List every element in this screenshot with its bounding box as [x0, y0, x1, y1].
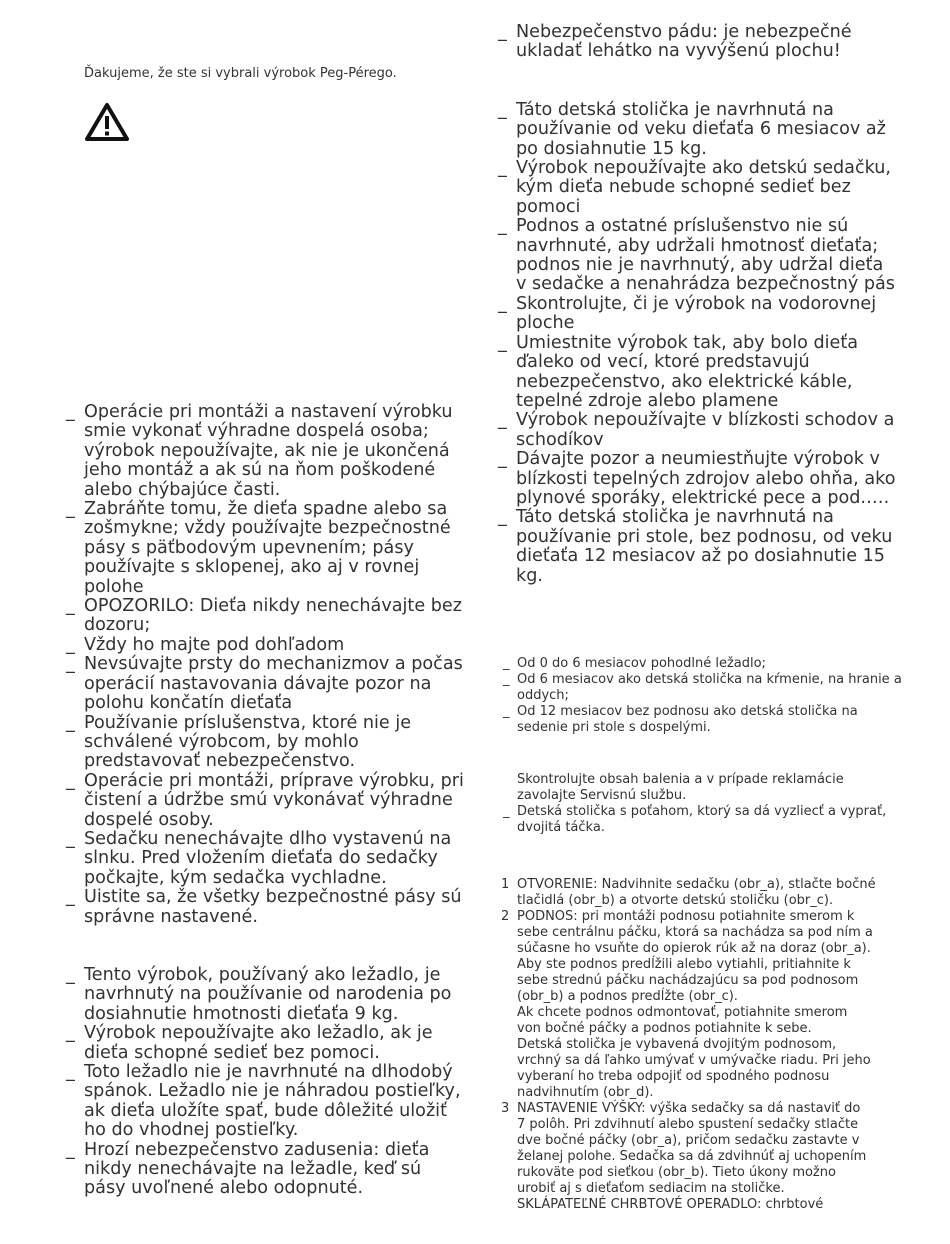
list-item: _ Operácie pri montáži, príprave výrobku, pri čistení a údržbe smú vykonávať výhradne dospelé osoby. — [66, 772, 466, 830]
list-item: _ Uistite sa, že všetky bezpečnostné pásy sú správne nastavené. — [66, 888, 466, 927]
step-line: urobiť aj s dieťaťom sediacim na stoličke. — [517, 1181, 785, 1196]
left-warning-list-2 — [66, 966, 466, 1199]
step-number: 3 — [501, 1101, 510, 1116]
list-item: _ Výrobok nepoužívajte ako detskú sedačku, kým dieťa nebude schopné sedieť bez pomoci — [498, 159, 898, 217]
list-item: _ Vždy ho majte pod dohľadom — [66, 636, 466, 655]
left-column — [66, 403, 466, 1199]
step-line: 7 polôh. Pri zdvihnutí alebo spustení sedačky stlačte — [517, 1117, 859, 1132]
list-item: _ Podnos a ostatné príslušenstvo nie sú navrhnuté, aby udržali hmotnosť dieťaťa; podnos nie je navrhnutý, aby udržal dieťa v sedačke a nenahrádza bezpečnostný pás — [498, 217, 898, 295]
list-item: _ Používanie príslušenstva, ktoré nie je schválené výrobcom, by mohlo predstavovať nebezpečenstvo. — [66, 714, 466, 772]
step-line: Aby ste podnos predĺžili alebo vytiahli, pritiahnite k — [517, 957, 851, 972]
step-item — [501, 1101, 921, 1213]
list-item: _ Toto ležadlo nie je navrhnuté na dlhodobý spánok. Ležadlo nie je náhradou postieľky, ak dieťa uložíte spať, bude dôležité uložiť ho do vhodnej postieľky. — [66, 1063, 466, 1141]
step-line: Detská stolička je vybavená dvojitým podnosom, — [517, 1037, 837, 1052]
list-item: _ Hrozí nebezpečenstvo zadusenia: dieťa nikdy nenechávajte na ležadle, keď sú pásy uvoľnené alebo odopnuté. — [66, 1141, 466, 1199]
list-item: _ Zabráňte tomu, že dieťa spadne alebo sa zošmykne; vždy používajte bezpečnostné pásy s päťbodovým upevnením; pásy používajte s sklopenej, ako aj v rovnej polohe — [66, 500, 466, 597]
step-line: rukoväte pod sieťkou (obr_b). Tieto úkony možno — [517, 1165, 836, 1180]
package-section — [503, 772, 893, 836]
list-item: _ Výrobok nepoužívajte v blízkosti schodov a schodíkov — [498, 411, 898, 450]
step-line: (obr_b) a podnos predĺžte (obr_c). — [517, 989, 738, 1004]
step-item — [501, 909, 921, 1101]
step-line: nadvihnutím (obr_d). — [517, 1085, 654, 1100]
step-text — [517, 877, 921, 909]
step-text — [517, 1101, 921, 1213]
step-line: tlačidlá (obr_b) a otvorte detskú stoličku (obr_c). — [517, 893, 834, 908]
step-line: PODNOS: pri montáži podnosu potiahnite smerom k — [517, 909, 855, 924]
list-item: _ Od 6 mesiacov ako detská stolička na kŕmenie, na hranie a oddych; — [503, 672, 903, 704]
list-item: _ Operácie pri montáži a nastavení výrobku smie vykonať výhradne dospelá osoba; výrobok nepoužívajte, ak nie je ukončená jeho montáž a ak sú na ňom poškodené alebo chýbajúce časti. — [66, 403, 466, 500]
step-line: sebe centrálnu páčku, ktorá sa nachádza sa pod ním a — [517, 925, 873, 940]
list-item: _ Detská stolička s poťahom, ktorý sa dá vyzliecť a vyprať, dvojitá táčka. — [503, 804, 893, 836]
step-line: vyberaní ho treba odpojiť od spodného podnosu — [517, 1069, 830, 1084]
list-item: _ Táto detská stolička je navrhnutá na používanie pri stole, bez podnosu, od veku dieťaťa 12 mesiacov až po dosiahnutie 15 kg. — [498, 508, 898, 586]
step-item — [501, 877, 921, 909]
usage-section — [503, 656, 903, 736]
list-item: _ OPOZORILO: Dieťa nikdy nenechávajte bez dozoru; — [66, 597, 466, 636]
package-list — [503, 804, 893, 836]
step-line: želanej polohe. Sedačka sa dá zdvihnúť aj uchopením — [517, 1149, 867, 1164]
package-text: Skontrolujte obsah balenia a v prípade reklamácie zavolajte Servisnú službu. — [517, 772, 844, 803]
steps-section — [501, 877, 921, 1213]
step-line: Ak chcete podnos odmontovať, potiahnite smerom — [517, 1005, 848, 1020]
list-item: _ Táto detská stolička je navrhnutá na používanie od veku dieťaťa 6 mesiacov až po dosiahnutie 15 kg. — [498, 101, 898, 159]
step-number: 2 — [501, 909, 510, 924]
step-line: von bočné páčky a podnos potiahnite k sebe. — [517, 1021, 812, 1036]
step-number: 1 — [501, 877, 510, 892]
step-line: NASTAVENIE VÝŠKY: výška sedačky sa dá nastaviť do — [517, 1101, 861, 1116]
step-line: SKLÁPATEĽNÉ CHRBTOVÉ OPERADLO: chrbtové — [517, 1197, 824, 1212]
list-item: _ Nebezpečenstvo pádu: je nebezpečné ukladať lehátko na vyvýšenú plochu! — [498, 23, 898, 62]
usage-list — [503, 656, 903, 736]
steps-list — [501, 877, 921, 1213]
intro-text: Ďakujeme, že ste si vybrali výrobok Peg-Pérego. — [84, 66, 397, 81]
step-line: súčasne ho vsuňte do opierok rúk až na doraz (obr_a). — [517, 941, 871, 956]
list-item: _ Od 0 do 6 mesiacov pohodlné ležadlo; — [503, 656, 903, 672]
list-item: _ Nevsúvajte prsty do mechanizmov a počas operácií nastavovania dávajte pozor na polohu končatín dieťaťa — [66, 655, 466, 713]
list-item: _ Dávajte pozor a neumiestňujte výrobok v blízkosti tepelných zdrojov alebo ohňa, ako plynové sporáky, elektrické pece a pod.…. — [498, 450, 898, 508]
list-item: _ Tento výrobok, používaný ako ležadlo, je navrhnutý na používanie od narodenia po dosiahnutie hmotnosti dieťaťa 9 kg. — [66, 966, 466, 1024]
step-line: OTVORENIE: Nadvihnite sedačku (obr_a), stlačte bočné — [517, 877, 876, 892]
list-item: _ Umiestnite výrobok tak, aby bolo dieťa ďaleko od vecí, ktoré predstavujú nebezpečenstvo, ako elektrické káble, tepelné zdroje alebo plamene — [498, 334, 898, 412]
list-item: _ Sedačku nenechávajte dlho vystavenú na slnku. Pred vložením dieťaťa do sedačky počkajte, kým sedačka vychladne. — [66, 830, 466, 888]
step-line: vrchný sa dá ľahko umývať v umývačke riadu. Pri jeho — [517, 1053, 871, 1068]
step-line: sebe strednú páčku nachádzajúcu sa pod podnosom — [517, 973, 859, 988]
step-line: dve bočné páčky (obr_a), pričom sedačku zastavte v — [517, 1133, 860, 1148]
list-item: _ Výrobok nepoužívajte ako ležadlo, ak je dieťa schopné sedieť bez pomoci. — [66, 1024, 466, 1063]
list-item: _ Skontrolujte, či je výrobok na vodorovnej ploche — [498, 295, 898, 334]
left-warning-list-1 — [66, 403, 466, 927]
warning-triangle-icon — [84, 102, 130, 142]
right-column — [498, 23, 898, 586]
step-text — [517, 909, 921, 1101]
right-warning-list-2 — [498, 101, 898, 586]
list-item: _ Od 12 mesiacov bez podnosu ako detská stolička na sedenie pri stole s dospelými. — [503, 704, 903, 736]
right-warning-list-1 — [498, 23, 898, 62]
